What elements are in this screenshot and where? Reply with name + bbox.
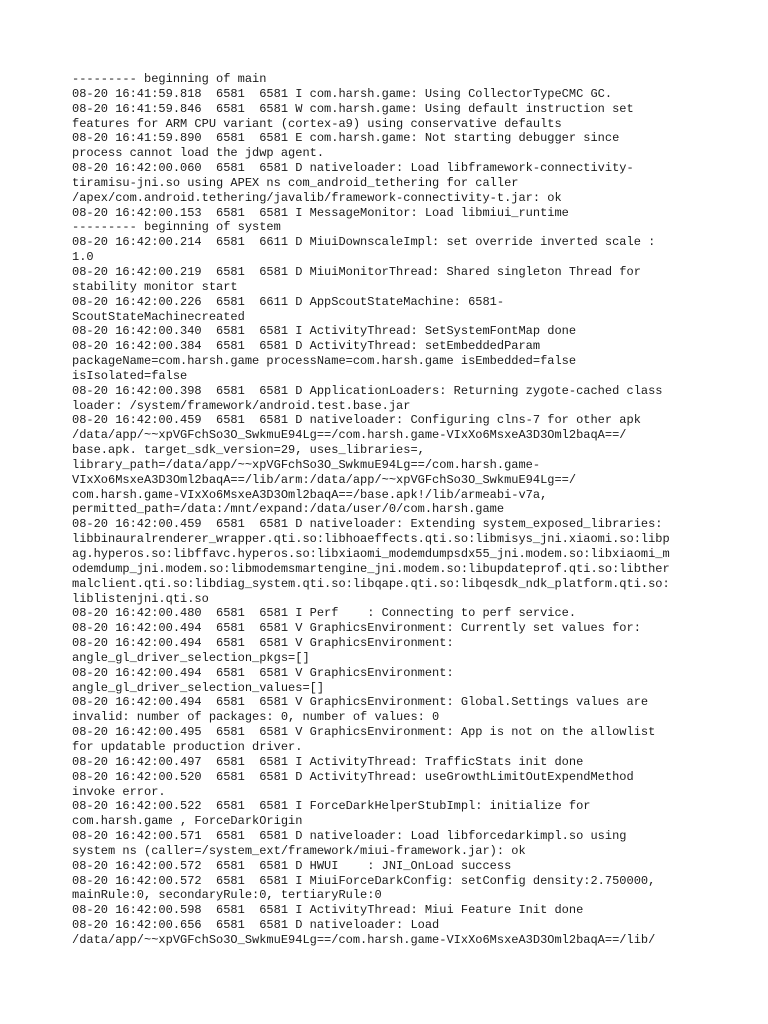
log-line: malclient.qti.so:libdiag_system.qti.so:libqape.qti.so:libqesdk_ndk_platform.qti.so: (72, 576, 670, 591)
log-line: 08-20 16:42:00.598 6581 6581 I ActivityThread: Miui Feature Init done (72, 903, 584, 918)
log-line: com.harsh.game , ForceDarkOrigin (72, 814, 303, 829)
log-line: ScoutStateMachinecreated (72, 309, 245, 324)
log-line: 08-20 16:42:00.497 6581 6581 I ActivityThread: TrafficStats init done (72, 754, 584, 769)
log-line: libbinauralrenderer_wrapper.qti.so:libhoaeffects.qti.so:libmisys_jni.xiaomi.so:libp (72, 532, 670, 547)
log-line: odemdump_jni.modem.so:libmodemsmartengine_jni.modem.so:libupdateprof.qti.so:libther (72, 561, 670, 576)
log-line: com.harsh.game-VIxXo6MsxeA3D3Oml2baqA==/base.apk!/lib/armeabi-v7a, (72, 487, 548, 502)
log-line: 08-20 16:42:00.219 6581 6581 D MiuiMonitorThread: Shared singleton Thread for (72, 264, 641, 279)
log-line: 08-20 16:42:00.522 6581 6581 I ForceDarkHelperStubImpl: initialize for (72, 799, 591, 814)
log-line: packageName=com.harsh.game processName=com.harsh.game isEmbedded=false (72, 354, 577, 369)
log-line: 08-20 16:42:00.060 6581 6581 D nativeloader: Load libframework-connectivity- (72, 161, 634, 176)
log-line: 08-20 16:41:59.818 6581 6581 I com.harsh.game: Using CollectorTypeCMC GC. (72, 86, 613, 101)
log-line: /apex/com.android.tethering/javalib/framework-connectivity-t.jar: ok (72, 190, 562, 205)
log-line: invoke error. (72, 784, 166, 799)
log-line: 08-20 16:42:00.494 6581 6581 V GraphicsEnvironment: Currently set values for: (72, 621, 641, 636)
log-line: for updatable production driver. (72, 739, 303, 754)
log-text-block (72, 72, 702, 948)
log-line: permitted_path=/data:/mnt/expand:/data/user/0/com.harsh.game (72, 502, 505, 517)
log-line: 08-20 16:42:00.656 6581 6581 D nativeloader: Load (72, 918, 440, 933)
log-line: 08-20 16:42:00.226 6581 6611 D AppScoutStateMachine: 6581- (72, 294, 505, 309)
log-line: base.apk. target_sdk_version=29, uses_libraries=, (72, 443, 425, 458)
log-line: /data/app/~~xpVGFchSo3O_SwkmuE94Lg==/com.harsh.game-VIxXo6MsxeA3D3Oml2baqA==/lib/ (72, 932, 656, 947)
log-line: 08-20 16:41:59.890 6581 6581 E com.harsh.game: Not starting debugger since (72, 131, 620, 146)
log-line: 08-20 16:42:00.480 6581 6581 I Perf : Connecting to perf service. (72, 606, 577, 621)
log-line: 08-20 16:41:59.846 6581 6581 W com.harsh.game: Using default instruction set (72, 101, 634, 116)
log-line: 08-20 16:42:00.153 6581 6581 I MessageMonitor: Load libmiui_runtime (72, 205, 569, 220)
log-line: loader: /system/framework/android.test.base.jar (72, 398, 411, 413)
log-line: 08-20 16:42:00.495 6581 6581 V GraphicsEnvironment: App is not on the allowlist (72, 725, 656, 740)
log-line: angle_gl_driver_selection_pkgs=[] (72, 650, 310, 665)
log-line: liblistenjni.qti.so (72, 591, 209, 606)
log-line: mainRule:0, secondaryRule:0, tertiaryRule:0 (72, 888, 382, 903)
log-line: ag.hyperos.so:libffavc.hyperos.so:libxiaomi_modemdumpsdx55_jni.modem.so:libxiaomi_m (72, 547, 670, 561)
log-line: 08-20 16:42:00.571 6581 6581 D nativeloader: Load libforcedarkimpl.so using (72, 829, 627, 844)
log-line: isIsolated=false (72, 368, 188, 383)
log-line: 08-20 16:42:00.494 6581 6581 V GraphicsEnvironment: Global.Settings values are (72, 695, 649, 710)
log-line: 08-20 16:42:00.572 6581 6581 D HWUI : JNI_OnLoad success (72, 858, 512, 873)
log-line: 08-20 16:42:00.459 6581 6581 D nativeloader: Configuring clns-7 for other apk (72, 413, 641, 428)
log-line: process cannot load the jdwp agent. (72, 146, 325, 161)
log-line: tiramisu-jni.so using APEX ns com_android_tethering for caller (72, 175, 519, 190)
log-line: library_path=/data/app/~~xpVGFchSo3O_SwkmuE94Lg==/com.harsh.game- (72, 457, 541, 472)
log-line: 08-20 16:42:00.572 6581 6581 I MiuiForceDarkConfig: setConfig density:2.750000, (72, 873, 656, 888)
log-line: 08-20 16:42:00.384 6581 6581 D ActivityThread: setEmbeddedParam (72, 339, 541, 354)
log-line: 08-20 16:42:00.494 6581 6581 V GraphicsEnvironment: (72, 636, 454, 651)
log-line: --------- beginning of main (72, 72, 267, 86)
log-line: invalid: number of packages: 0, number of values: 0 (72, 710, 440, 725)
log-line: 08-20 16:42:00.520 6581 6581 D ActivityThread: useGrowthLimitOutExpendMethod (72, 769, 634, 784)
log-line: 08-20 16:42:00.494 6581 6581 V GraphicsEnvironment: (72, 665, 454, 680)
log-line: stability monitor start (72, 279, 238, 294)
log-line: 1.0 (72, 250, 94, 265)
log-line: angle_gl_driver_selection_values=[] (72, 680, 325, 695)
log-line: 08-20 16:42:00.398 6581 6581 D ApplicationLoaders: Returning zygote-cached class (72, 383, 663, 398)
log-line: VIxXo6MsxeA3D3Oml2baqA==/lib/arm:/data/app/~~xpVGFchSo3O_SwkmuE94Lg==/ (72, 472, 577, 487)
log-line: 08-20 16:42:00.459 6581 6581 D nativeloader: Extending system_exposed_libraries: (72, 517, 663, 532)
log-line: 08-20 16:42:00.340 6581 6581 I ActivityThread: SetSystemFontMap done (72, 324, 577, 339)
log-line: system ns (caller=/system_ext/framework/miui-framework.jar): ok (72, 843, 526, 858)
log-line: --------- beginning of system (72, 220, 281, 235)
log-line: features for ARM CPU variant (cortex-a9) using conservative defaults (72, 116, 562, 131)
log-line: 08-20 16:42:00.214 6581 6611 D MiuiDownscaleImpl: set override inverted scale : (72, 235, 656, 250)
log-line: /data/app/~~xpVGFchSo3O_SwkmuE94Lg==/com.harsh.game-VIxXo6MsxeA3D3Oml2baqA==/ (72, 428, 627, 443)
